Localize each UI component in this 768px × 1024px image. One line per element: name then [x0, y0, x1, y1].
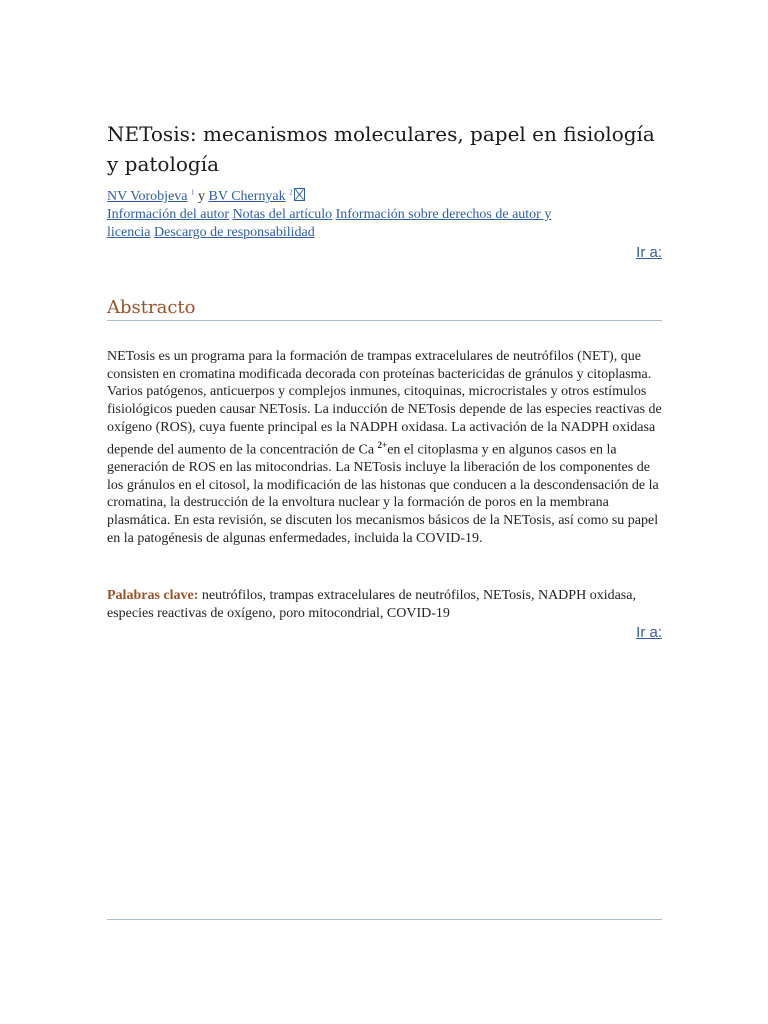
author-info-link[interactable]: Información del autor [107, 207, 230, 222]
section-divider [107, 320, 662, 321]
article-info-links [107, 206, 587, 242]
author-affiliation-sup: 1 [191, 188, 195, 197]
envelope-icon[interactable] [294, 188, 305, 201]
disclaimer-link[interactable]: Descargo de responsabilidad [154, 225, 315, 240]
abstract-text-part1: NETosis es un programa para la formación de trampas extracelulares de neutrófilos (NET), que consisten en cromatina modificada decorada con proteínas bactericidas de gránulos y citoplasma. Varios patógenos, anticuerpos y complejos inmunes, citoquinas, microcristales y otros estímulos fisiológicos pueden causar NETosis. La inducción de NETosis depende de las especies reactivas de oxígeno (ROS), cuya fuente principal es la NADPH oxidasa. La activación de la NADPH oxidasa depende del aumento de la concentración de Ca [107, 349, 662, 458]
calcium-superscript: 2+ [377, 439, 388, 450]
goto-link[interactable]: Ir a: [636, 624, 662, 641]
author-link-vorobjeva[interactable]: NV Vorobjeva [107, 189, 188, 204]
article-notes-link[interactable]: Notas del artículo [232, 207, 333, 222]
author-affiliation-sup: 2 [289, 188, 293, 197]
abstract-heading: Abstracto [107, 297, 196, 318]
keywords [107, 587, 662, 622]
author-line [107, 188, 662, 206]
author-joiner: y [198, 189, 205, 204]
abstract-text [107, 348, 662, 547]
section-divider [107, 919, 662, 920]
author-link-chernyak[interactable]: BV Chernyak [208, 189, 286, 204]
goto-link[interactable]: Ir a: [636, 244, 662, 261]
article-title: NETosis: mecanismos moleculares, papel en fisiología y patología [107, 122, 655, 176]
abstract-text-part2: en el citoplasma y en algunos casos en la generación de ROS en las mitocondrias. La NETosis incluye la liberación de los componentes de los gránulos en el citosol, la modificación de las histonas que conducen a la descondensación de la cromatina, la destrucción de la envoltura nuclear y la formación de poros en la membrana plasmática. En esta revisión, se discuten los mecanismos básicos de la NETosis, así como su papel en la patogénesis de algunas enfermedades, incluida la COVID-19. [107, 442, 659, 546]
keywords-text: neutrófilos, trampas extracelulares de neutrófilos, NETosis, NADPH oxidasa, especies reactivas de oxígeno, poro mitocondrial, COVID-19 [107, 588, 636, 621]
copyright-license-link[interactable]: Información sobre derechos de autor y licencia [107, 207, 552, 240]
keywords-label: Palabras clave: [107, 588, 199, 603]
